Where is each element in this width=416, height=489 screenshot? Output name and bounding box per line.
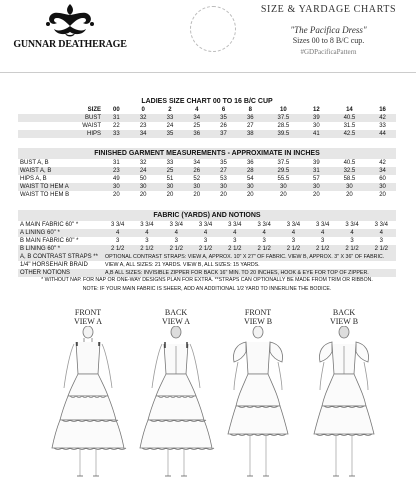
- table-cell: 26: [220, 123, 227, 129]
- table-cell: 24: [139, 168, 147, 174]
- size-header-cell: 00: [113, 107, 120, 113]
- finished-row: [18, 167, 396, 175]
- table-cell: 20: [246, 192, 254, 198]
- notion-text: VIEW A, ALL SIZES: 21 YARDS. VIEW B, ALL SIZES: 15 YARDS.: [105, 262, 260, 268]
- pattern-name: "The Pacifica Dress": [290, 25, 367, 35]
- finished-measurements-table: [18, 159, 396, 199]
- table-cell: 2 1/2: [286, 246, 301, 252]
- table-cell: 39.5: [277, 131, 290, 137]
- table-cell: 60: [379, 176, 386, 182]
- table-cell: 36: [246, 115, 254, 121]
- notion-label: OTHER NOTIONS: [20, 270, 71, 276]
- table-cell: 4: [379, 230, 383, 236]
- table-cell: 2 1/2: [374, 246, 389, 252]
- brand-logo: [10, 2, 130, 62]
- finished-row: [18, 175, 396, 183]
- finished-row: [18, 159, 396, 167]
- table-cell: 54: [246, 176, 254, 182]
- table-cell: 3: [203, 238, 208, 244]
- size-chart-title: LADIES SIZE CHART 00 TO 16 B/C CUP: [141, 98, 273, 105]
- notion-row: [18, 261, 396, 269]
- table-cell: 20: [139, 192, 147, 198]
- row-label: HIPS: [86, 131, 101, 137]
- row-label: B LINING 60" *: [20, 246, 61, 252]
- footnote-sheer: NOTE: IF YOUR MAIN FABRIC IS SHEER, ADD AN ADDITIONAL 1/2 YARD TO INNERLINE THE BODICE.: [82, 286, 332, 292]
- table-cell: 3 3/4: [374, 222, 389, 228]
- table-cell: 29.5: [277, 168, 290, 174]
- table-cell: 3: [233, 238, 237, 244]
- view-label-line1: BACK: [164, 308, 188, 317]
- table-cell: 30: [313, 123, 320, 129]
- table-cell: 31: [113, 115, 120, 121]
- table-cell: 42: [379, 160, 386, 166]
- table-cell: 39: [313, 160, 320, 166]
- table-cell: 2 1/2: [257, 246, 271, 252]
- size-chart-table: [18, 106, 396, 138]
- table-cell: 31.5: [343, 123, 356, 129]
- table-cell: 34: [379, 168, 386, 174]
- size-header-cell: 6: [221, 107, 226, 113]
- size-header-cell: 16: [379, 107, 386, 113]
- table-cell: 34: [193, 160, 201, 166]
- table-cell: 44: [379, 131, 386, 137]
- fabric-table: [18, 221, 396, 253]
- row-label: HIPS A, B: [20, 176, 47, 182]
- table-cell: 32.5: [343, 168, 356, 174]
- size-header-row: [18, 106, 396, 114]
- size-range: Sizes 00 to 8 B/C cup.: [292, 36, 365, 45]
- table-cell: 4: [145, 230, 149, 236]
- table-cell: 25: [166, 168, 174, 174]
- table-cell: 30: [313, 184, 320, 190]
- table-cell: 20: [280, 192, 287, 198]
- table-cell: 3: [115, 238, 120, 244]
- table-cell: 3: [350, 238, 354, 244]
- dress-illustration-back-b: [296, 326, 392, 484]
- table-cell: 4: [115, 230, 120, 236]
- table-cell: 51: [166, 176, 174, 182]
- notion-row: [18, 253, 396, 261]
- fabric-row: [18, 221, 396, 229]
- table-cell: 28.5: [277, 123, 290, 129]
- table-cell: 4: [174, 230, 178, 236]
- table-cell: 34: [139, 131, 147, 137]
- finished-row: [18, 183, 396, 191]
- table-cell: 4: [291, 230, 296, 236]
- table-cell: 40.5: [343, 160, 356, 166]
- table-cell: 3: [379, 238, 383, 244]
- table-cell: 20: [313, 192, 320, 198]
- table-cell: 3: [321, 238, 325, 244]
- table-cell: 2 1/2: [316, 246, 330, 252]
- table-cell: 4: [233, 230, 237, 236]
- table-cell: 30: [280, 184, 287, 190]
- size-header-cell: 12: [313, 107, 320, 113]
- table-cell: 3 3/4: [286, 222, 301, 228]
- table-cell: 20: [346, 192, 353, 198]
- table-cell: 22: [113, 123, 120, 129]
- fabric-row: [18, 229, 396, 237]
- notion-text: A,B ALL SIZES: INVISIBLE ZIPPER FOR BACK 16" MIN. TO 20 INCHES, HOOK & EYE FOR TOP OF ZIPPER.: [105, 270, 369, 276]
- table-cell: 3: [174, 238, 178, 244]
- title-block: [246, 4, 411, 56]
- table-cell: 23: [113, 168, 120, 174]
- fabric-row: [18, 245, 396, 253]
- size-header-cell: 14: [346, 107, 353, 113]
- table-cell: 30: [193, 184, 201, 190]
- view-front-b: [210, 308, 306, 485]
- table-cell: 30: [379, 184, 386, 190]
- table-cell: 3 3/4: [228, 222, 242, 228]
- table-cell: 27: [246, 123, 254, 129]
- table-cell: 40.5: [343, 115, 356, 121]
- row-label: BUST A, B: [20, 160, 49, 166]
- hashtag: #GDPacificaPattern: [300, 48, 357, 56]
- table-cell: 4: [262, 230, 266, 236]
- table-cell: 34: [193, 115, 201, 121]
- size-row: [18, 114, 396, 122]
- table-cell: 32: [139, 115, 147, 121]
- table-cell: 50: [139, 176, 147, 182]
- row-label: WAIST: [82, 123, 101, 129]
- table-cell: 30: [346, 184, 353, 190]
- table-cell: 20: [166, 192, 174, 198]
- table-cell: 26: [193, 168, 201, 174]
- table-cell: 30: [113, 184, 120, 190]
- page-title: SIZE & YARDAGE CHARTS: [260, 4, 397, 15]
- table-cell: 3 3/4: [198, 222, 213, 228]
- row-label: WAIST TO HEM A: [20, 184, 69, 190]
- view-label-line2: VIEW A: [73, 317, 103, 326]
- table-cell: 4: [350, 230, 354, 236]
- view-front-a: [40, 308, 136, 485]
- table-cell: 55.5: [277, 176, 290, 182]
- notion-label: A, B CONTRAST STRAPS **: [20, 254, 98, 260]
- table-cell: 3: [291, 238, 296, 244]
- table-cell: 33: [166, 115, 174, 121]
- table-cell: 49: [113, 176, 120, 182]
- row-label: BUST: [84, 115, 101, 121]
- view-label-line2: VIEW A: [161, 317, 191, 326]
- finished-row: [18, 191, 396, 199]
- table-cell: 24: [166, 123, 174, 129]
- view-back-b: [296, 308, 392, 485]
- table-cell: 58.5: [343, 176, 356, 182]
- dress-illustration-front-b: [210, 326, 306, 484]
- table-cell: 3: [262, 238, 266, 244]
- table-cell: 37.5: [277, 115, 290, 121]
- table-cell: 30: [220, 184, 227, 190]
- table-cell: 3 3/4: [140, 222, 154, 228]
- table-cell: 2 1/2: [228, 246, 242, 252]
- table-cell: 3 3/4: [110, 222, 125, 228]
- table-cell: 41: [313, 131, 320, 137]
- table-cell: 42.5: [343, 131, 356, 137]
- table-cell: 37.5: [277, 160, 290, 166]
- table-cell: 20: [193, 192, 201, 198]
- pattern-stamp-circle: [190, 6, 236, 52]
- table-cell: 36: [246, 160, 254, 166]
- table-cell: 39: [313, 115, 320, 121]
- notion-text: OPTIONAL CONTRAST STRAPS: VIEW A, APPROX. 10" X 27" OF FABRIC. VIEW B, APPROX. 3" X 36" OF FABRIC.: [105, 254, 385, 260]
- table-cell: 57: [313, 176, 320, 182]
- dress-views: [0, 308, 416, 485]
- row-label: B MAIN FABRIC 60" *: [20, 238, 79, 244]
- fabric-row: [18, 237, 396, 245]
- table-cell: 52: [193, 176, 201, 182]
- table-cell: 30: [139, 184, 147, 190]
- table-cell: 3: [145, 238, 149, 244]
- notion-row: [18, 269, 396, 277]
- table-cell: 23: [139, 123, 147, 129]
- table-cell: 37: [220, 131, 227, 137]
- table-cell: 3 3/4: [257, 222, 271, 228]
- size-row: [18, 122, 396, 130]
- dress-illustration-front-a: [40, 326, 136, 484]
- row-label: WAIST A, B: [20, 168, 52, 174]
- size-header-cell: 4: [195, 107, 199, 113]
- table-cell: 32: [139, 160, 147, 166]
- table-cell: 20: [113, 192, 120, 198]
- table-cell: 30: [246, 184, 254, 190]
- table-cell: 20: [379, 192, 386, 198]
- table-cell: 35: [220, 115, 227, 121]
- finished-measurements-title: FINISHED GARMENT MEASUREMENTS - APPROXIMATE IN INCHES: [18, 148, 396, 159]
- table-cell: 2 1/2: [110, 246, 125, 252]
- table-cell: 36: [193, 131, 201, 137]
- size-header-cell: 2: [168, 107, 172, 113]
- table-cell: 27: [220, 168, 227, 174]
- table-cell: 33: [113, 131, 120, 137]
- table-cell: 2 1/2: [198, 246, 213, 252]
- row-label: A MAIN FABRIC 60" *: [20, 222, 79, 228]
- row-label: WAIST TO HEM B: [20, 192, 70, 198]
- table-cell: 30: [166, 184, 174, 190]
- table-cell: 2 1/2: [140, 246, 154, 252]
- table-cell: 53: [220, 176, 227, 182]
- table-cell: 25: [193, 123, 201, 129]
- table-cell: 31: [113, 160, 120, 166]
- row-label: A LINING 60" *: [20, 230, 60, 236]
- size-header-cell: 10: [280, 107, 287, 113]
- notions-table: [18, 253, 396, 277]
- table-cell: 3 3/4: [345, 222, 359, 228]
- notion-label: 1/4" HORSEHAIR BRAID: [20, 262, 88, 268]
- table-cell: 4: [321, 230, 325, 236]
- brand-name: GUNNAR DEATHERAGE: [13, 39, 127, 50]
- table-cell: 31: [313, 168, 320, 174]
- page-header: [0, 0, 416, 73]
- size-header-label: SIZE: [87, 107, 101, 113]
- view-label-line2: VIEW B: [243, 317, 273, 326]
- table-cell: 38: [246, 131, 254, 137]
- size-header-cell: 0: [141, 107, 145, 113]
- table-cell: 35: [166, 131, 174, 137]
- footnote-nap: * WITHOUT NAP. FOR NAP OR ONE-WAY DESIGNS PLAN FOR EXTRA. **STRAPS CAN OPTIONALLY BE MADE FROM TRIM OR RIBBON.: [41, 277, 373, 283]
- ornament-icon: [40, 2, 100, 38]
- table-cell: 20: [220, 192, 227, 198]
- fabric-notions-title: FABRIC (YARDS) AND NOTIONS: [18, 210, 396, 221]
- size-row: [18, 130, 396, 138]
- view-label-line2: VIEW B: [329, 317, 359, 326]
- view-label-line1: FRONT: [244, 308, 272, 317]
- size-header-cell: 8: [248, 107, 252, 113]
- table-cell: 33: [166, 160, 174, 166]
- table-cell: 3 3/4: [169, 222, 183, 228]
- table-cell: 33: [379, 123, 386, 129]
- table-cell: 28: [246, 168, 254, 174]
- table-cell: 42: [379, 115, 386, 121]
- table-cell: 3 3/4: [316, 222, 330, 228]
- view-label-line1: BACK: [332, 308, 356, 317]
- table-cell: 35: [220, 160, 227, 166]
- view-label-line1: FRONT: [74, 308, 102, 317]
- table-cell: 4: [203, 230, 208, 236]
- table-cell: 2 1/2: [345, 246, 359, 252]
- table-cell: 2 1/2: [169, 246, 183, 252]
